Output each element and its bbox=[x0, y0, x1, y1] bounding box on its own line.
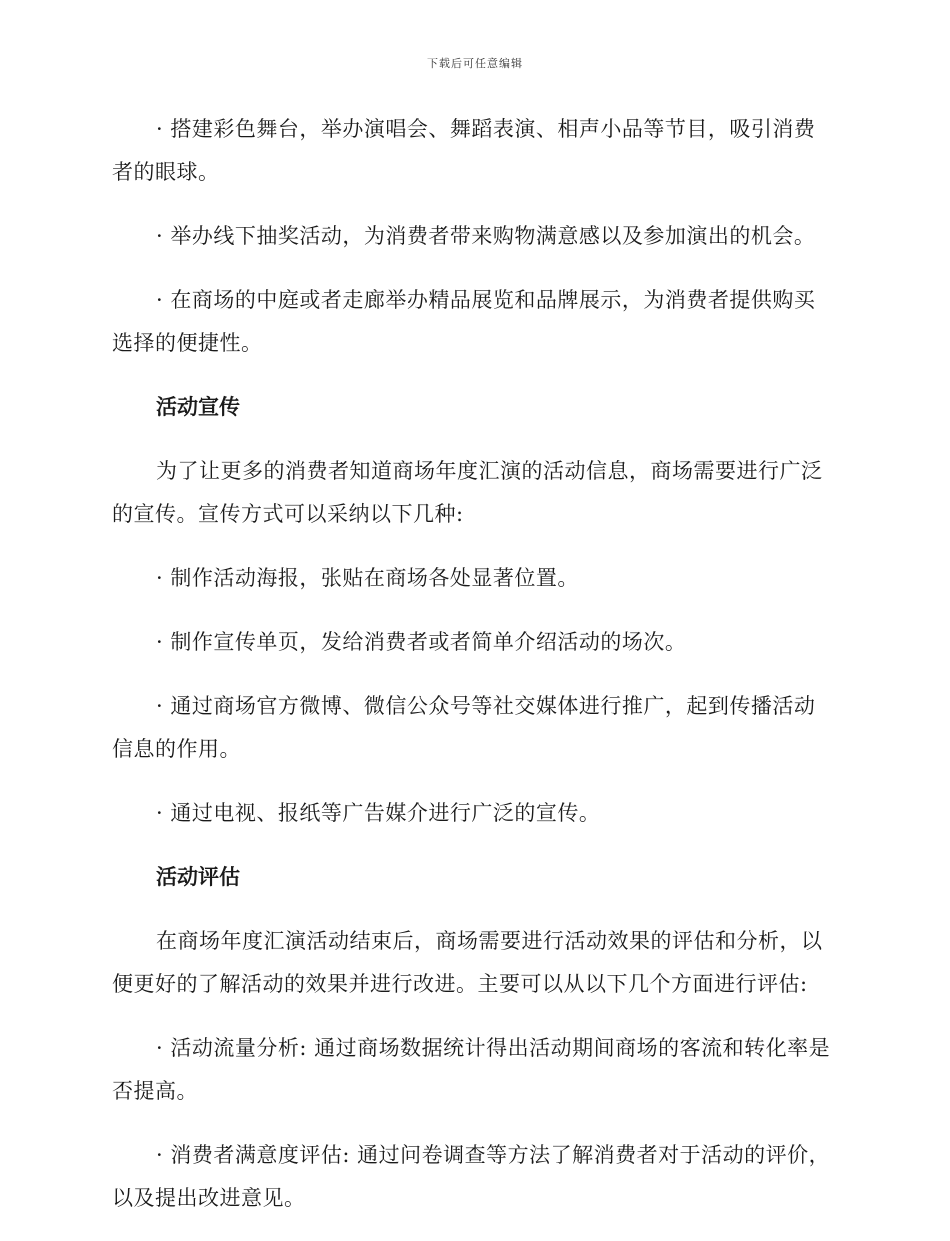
bullet-poster: · 制作活动海报，张贴在商场各处显著位置。 bbox=[156, 566, 579, 590]
bullet-tv-newspaper: · 通过电视、报纸等广告媒介进行广泛的宣传。 bbox=[156, 801, 601, 825]
bullet-lottery: · 举办线下抽奖活动，为消费者带来购物满意感以及参加演出的机会。 bbox=[156, 224, 816, 248]
bullet-stage-performance: · 搭建彩色舞台，举办演唱会、舞蹈表演、相声小品等节目，吸引消费者的眼球。 bbox=[112, 117, 816, 184]
bullet-satisfaction: · 消费者满意度评估: 通过问卷调查等方法了解消费者对于活动的评价，以及提出改进意见。 bbox=[112, 1143, 831, 1210]
bullet-flyer: · 制作宣传单页，发给消费者或者简单介绍活动的场次。 bbox=[156, 630, 687, 654]
promotion-intro-paragraph: 为了让更多的消费者知道商场年度汇演的活动信息，商场需要进行广泛的宣传。宣传方式可以采纳以下几种: bbox=[112, 459, 823, 526]
bullet-exhibition: · 在商场的中庭或者走廊举办精品展览和品牌展示，为消费者提供购买选择的便捷性。 bbox=[112, 288, 816, 355]
section-heading-evaluation: 活动评估 bbox=[156, 865, 240, 889]
bullet-traffic-analysis: · 活动流量分析: 通过商场数据统计得出活动期间商场的客流和转化率是否提高。 bbox=[112, 1036, 831, 1103]
bullet-social-media: · 通过商场官方微博、微信公众号等社交媒体进行推广，起到传播活动信息的作用。 bbox=[112, 694, 816, 761]
evaluation-intro-paragraph: 在商场年度汇演活动结束后，商场需要进行活动效果的评估和分析，以便更好的了解活动的效果并进行改进。主要可以从以下几个方面进行评估: bbox=[112, 929, 823, 996]
page-header-note: 下载后可任意编辑 bbox=[427, 57, 523, 70]
section-heading-promotion: 活动宣传 bbox=[156, 395, 240, 419]
document-body bbox=[112, 108, 832, 1241]
